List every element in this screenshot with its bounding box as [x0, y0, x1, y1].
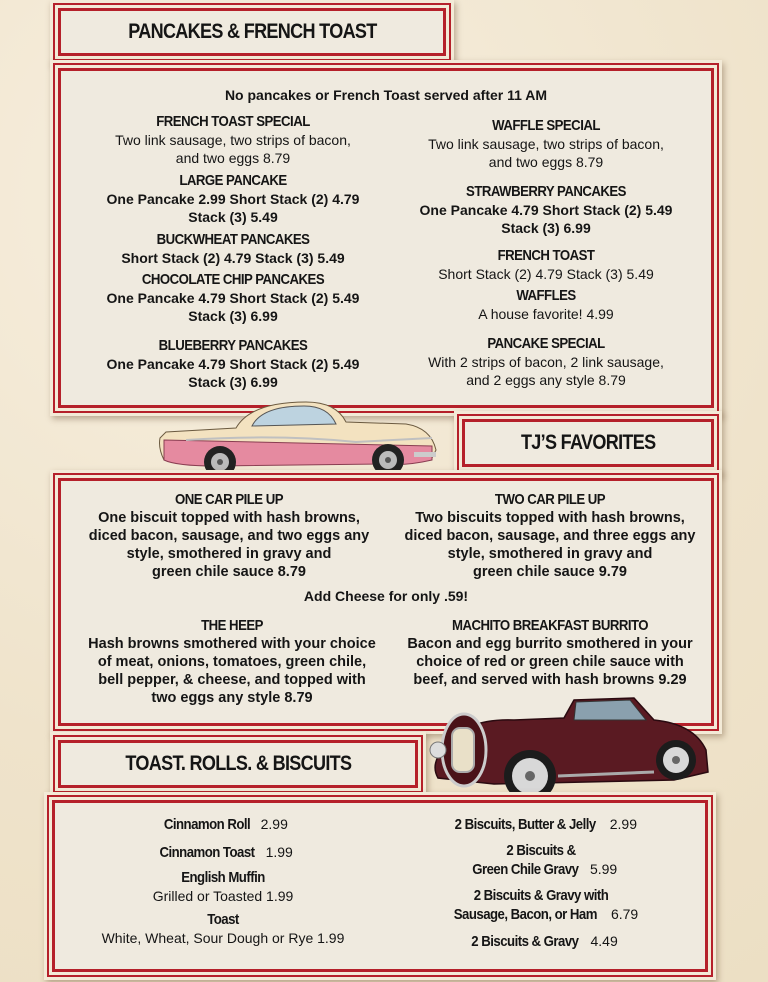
- favorites-title-box: [462, 419, 714, 467]
- menu-item-french-toast-special: FRENCH TOAST SPECIAL Two link sausage, two strips of bacon, and two eggs 8.79: [115, 113, 351, 166]
- menu-item-biscuits-green-chile-gravy: 2 Biscuits & Green Chile Gravy 5.99: [472, 842, 618, 878]
- pancakes-left-col: [73, 113, 393, 391]
- favorites-title: TJ’S FAVORITES: [520, 431, 656, 454]
- menu-item-toast: Toast White, Wheat, Sour Dough or Rye 1.99: [101, 911, 345, 946]
- menu-item-english-muffin: English Muffin Grilled or Toasted 1.99: [152, 869, 294, 904]
- menu-item-buckwheat-pancakes: BUCKWHEAT PANCAKES Short Stack (2) 4.79 Stack (3) 5.49: [121, 231, 345, 266]
- toast-left-col: [63, 815, 383, 947]
- pancakes-panel: [58, 68, 714, 408]
- toast-panel: [52, 800, 708, 972]
- menu-item-biscuits-gravy-with-meat: 2 Biscuits & Gravy with Sausage, Bacon, or Ham 6.79: [453, 887, 639, 923]
- pancakes-title-box: [58, 8, 446, 56]
- menu-item-one-car-pile-up: ONE CAR PILE UP One biscuit topped with hash browns, diced bacon, sausage, and two eggs any style, smothered in gravy and green chile sauce 8.79: [88, 491, 370, 580]
- menu-item-machito-breakfast-burrito: MACHITO BREAKFAST BURRITO Bacon and egg burrito smothered in your choice of red or green chile sauce with beef, and served with hash browns 9.29: [407, 617, 693, 688]
- menu-item-two-car-pile-up: TWO CAR PILE UP Two biscuits topped with hash browns, diced bacon, sausage, and three eggs any style, smothered in gravy and green chile sauce 9.79: [404, 491, 696, 580]
- menu-item-the-heep: THE HEEP Hash browns smothered with your choice of meat, onions, tomatoes, green chile, bell pepper, & cheese, and topped with two eggs any style 8.79: [88, 617, 376, 706]
- toast-title-box: [58, 740, 418, 788]
- pancakes-right-col: [391, 117, 701, 389]
- menu-item-blueberry-pancakes: BLUEBERRY PANCAKES One Pancake 4.79 Short Stack (2) 5.49 Stack (3) 6.99: [106, 337, 360, 390]
- toast-right-col: [391, 815, 691, 951]
- menu-item-waffles: WAFFLES A house favorite! 4.99: [478, 287, 614, 322]
- menu-item-strawberry-pancakes: STRAWBERRY PANCAKES One Pancake 4.79 Short Stack (2) 5.49 Stack (3) 6.99: [419, 183, 673, 236]
- favorites-cheese-note: Add Cheese for only .59!: [303, 588, 469, 604]
- menu-item-biscuits-gravy: 2 Biscuits & Gravy 4.49: [471, 933, 618, 950]
- menu-item-french-toast: FRENCH TOAST Short Stack (2) 4.79 Stack (3) 5.49: [438, 247, 654, 282]
- menu-item-pancake-special: PANCAKE SPECIAL With 2 strips of bacon, 2 link sausage, and 2 eggs any style 8.79: [428, 335, 664, 388]
- pancakes-title: PANCAKES & FRENCH TOAST: [127, 20, 377, 43]
- menu-item-cinnamon-toast: Cinnamon Toast 1.99: [159, 844, 293, 861]
- pancakes-note: No pancakes or French Toast served after 11 AM: [224, 87, 548, 103]
- menu-item-biscuits-butter-jelly: 2 Biscuits, Butter & Jelly 2.99: [454, 816, 637, 833]
- maroon-vintage-car-image: [424, 688, 714, 812]
- toast-title: TOAST. ROLLS. & BISCUITS: [125, 752, 351, 775]
- pink-classic-car-image: [156, 398, 438, 486]
- menu-item-cinnamon-roll: Cinnamon Roll 2.99: [164, 816, 288, 833]
- menu-item-large-pancake: LARGE PANCAKE One Pancake 2.99 Short Stack (2) 4.79 Stack (3) 5.49: [106, 172, 360, 225]
- menu-item-waffle-special: WAFFLE SPECIAL Two link sausage, two strips of bacon, and two eggs 8.79: [428, 117, 664, 170]
- menu-item-chocolate-chip-pancakes: CHOCOLATE CHIP PANCAKES One Pancake 4.79 Short Stack (2) 5.49 Stack (3) 6.99: [106, 271, 360, 324]
